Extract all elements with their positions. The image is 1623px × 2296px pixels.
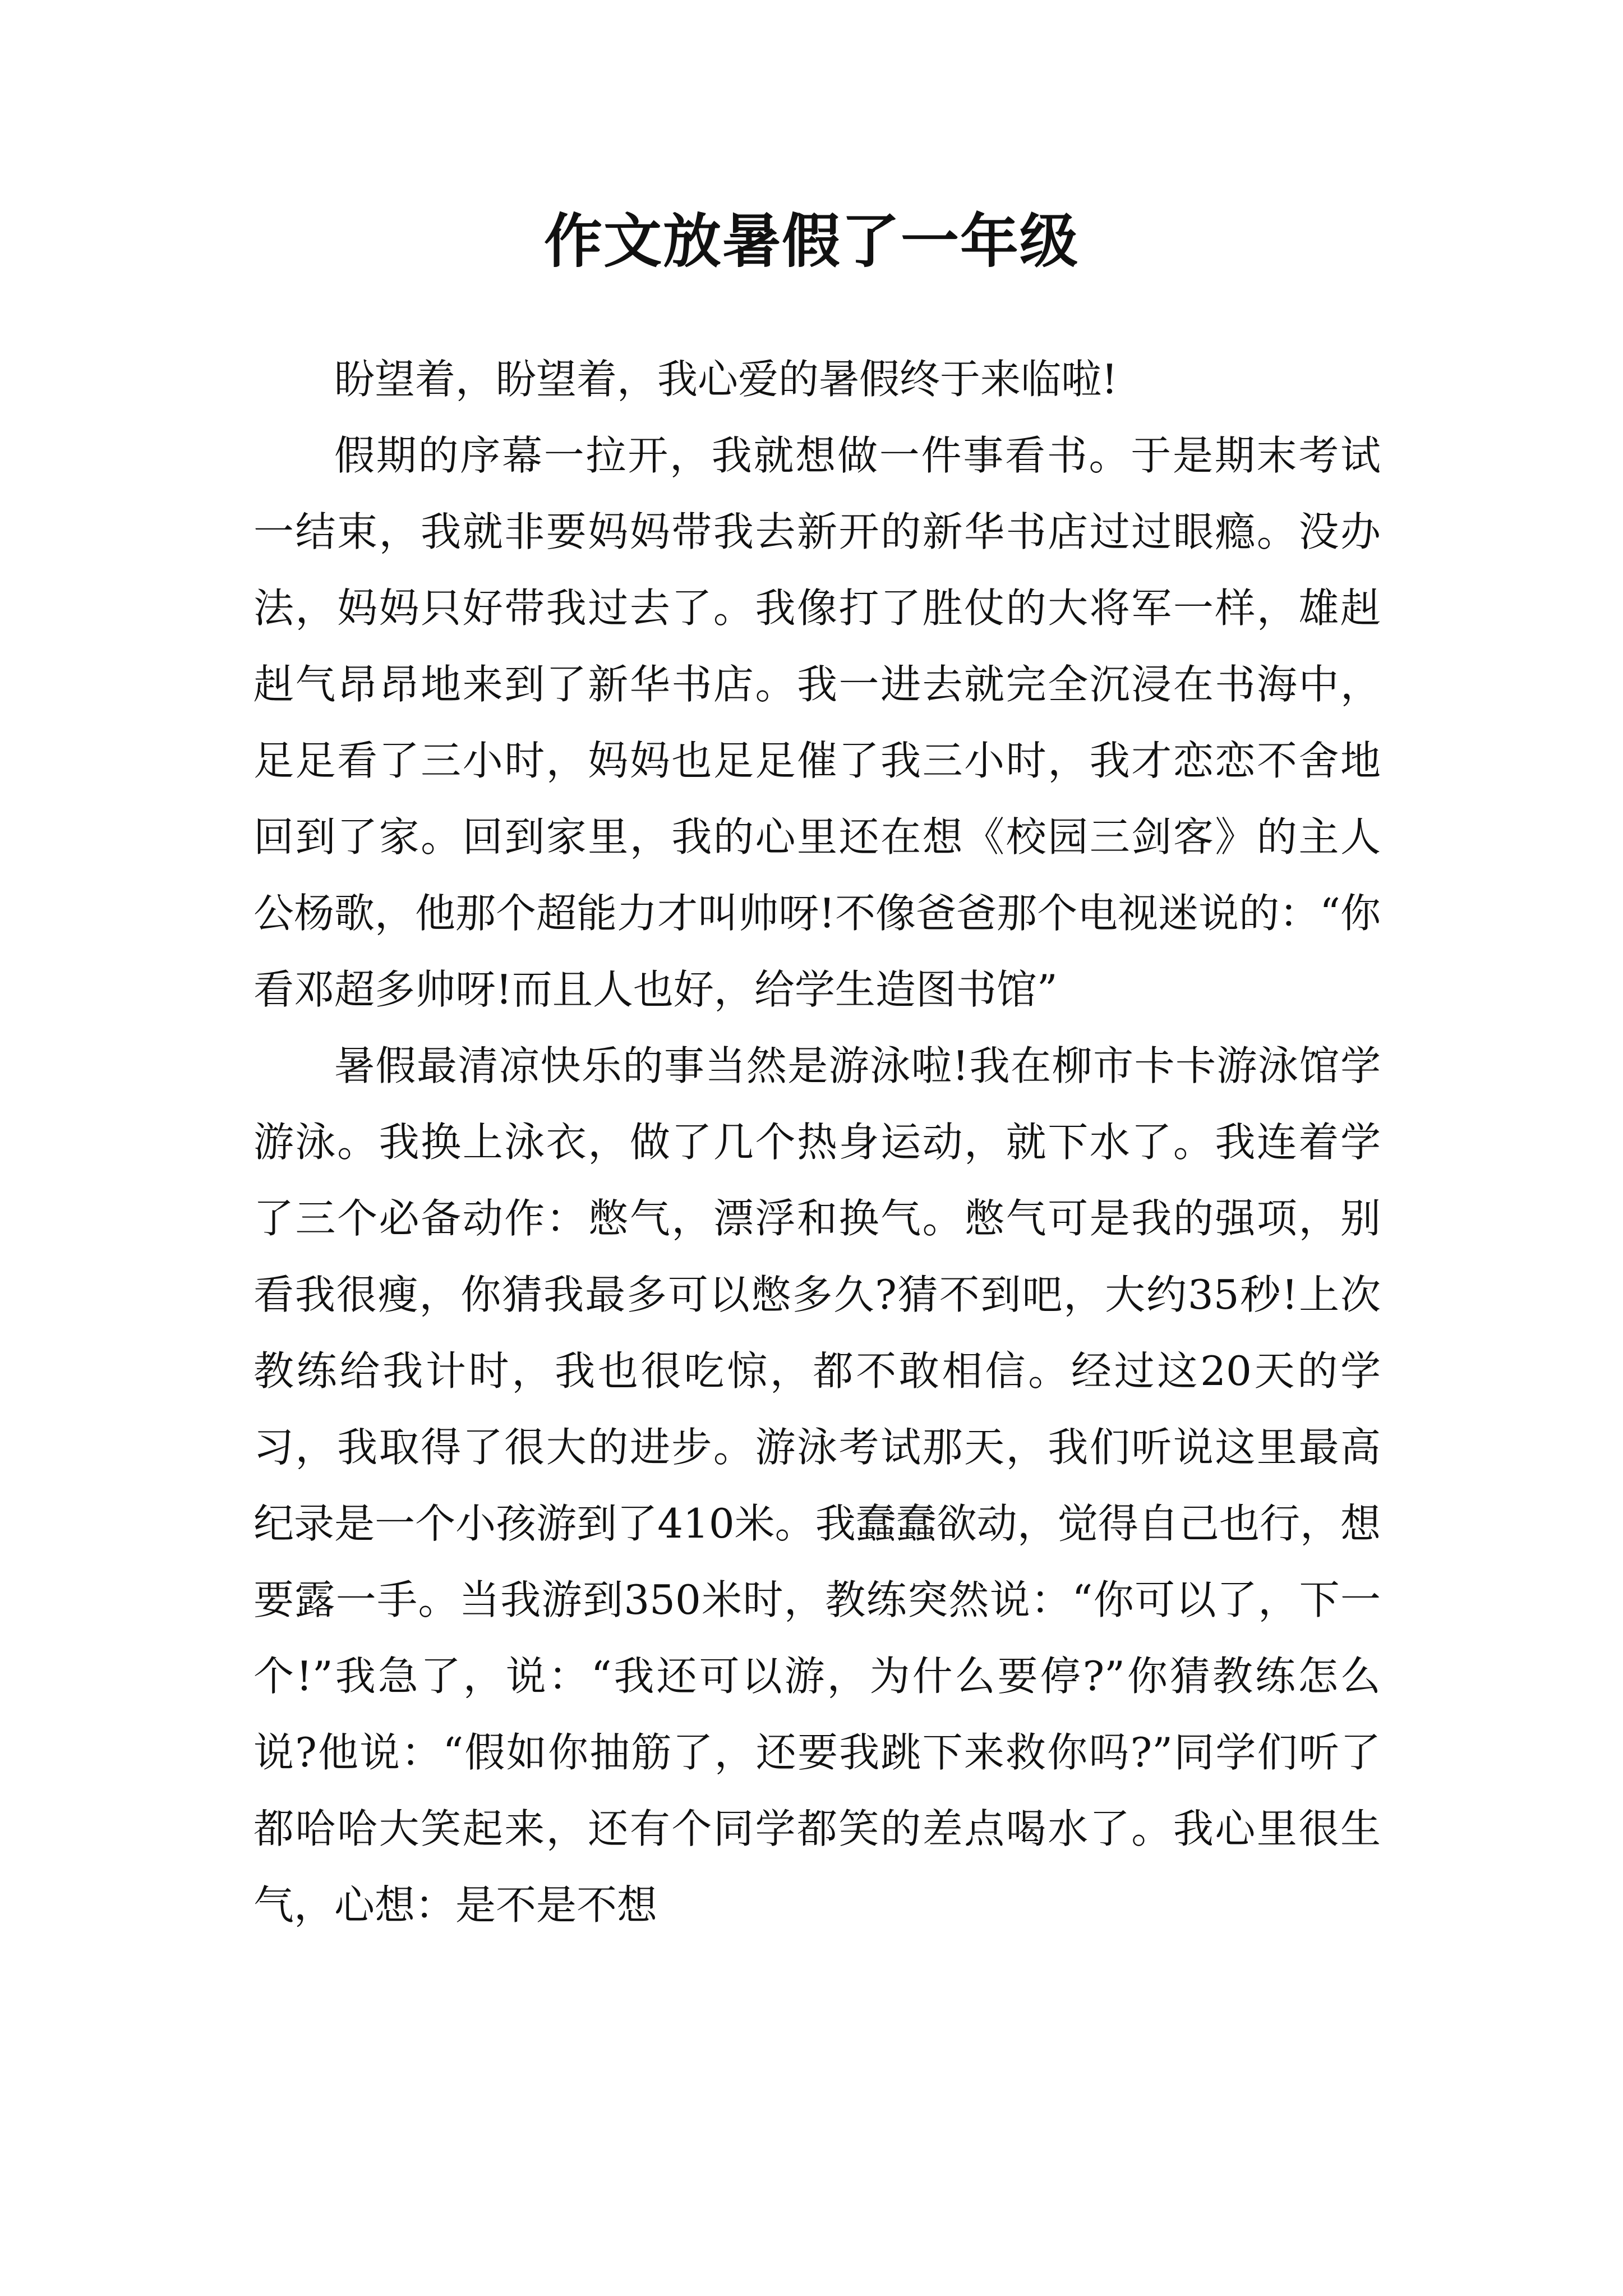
paragraph: 盼望着，盼望着，我心爱的暑假终于来临啦! [334,356,1118,403]
document-title: 作文放暑假了一年级 [543,206,1079,275]
paragraph: 暑假最清凉快乐的事当然是游泳啦!我在柳市卡卡游泳馆学游泳。我换上泳衣，做了几个热身运动，就下水了。我连着学了三个必备动作：憋气，漂浮和换气。憋气可是我的强项，别看我很瘦，你猜我最多可以憋多久?猜不到吧，大约35秒!上次教练给我计时，我也很吃惊，都不敢相信。经过这20天的学习，我取得了很大的进步。游泳考试那天，我们听说这里最高纪录是一个小孩游到了410米。我蠢蠢欲动，觉得自己也行，想要露一手。当我游到350米时，教练突然说：“你可以了，下一个!”我急了，说：“我还可以游，为什么要停?”你猜教练怎么说?他说：“假如你抽筋了，还要我跳下来救你吗?”同学们听了都哈哈大笑起来，还有个同学都笑的差点喝水了。我心里很生气，心想：是不是不想 [253,1042,1381,1929]
paragraph: 假期的序幕一拉开，我就想做一件事看书。于是期末考试一结束，我就非要妈妈带我去新开的新华书店过过眼瘾。没办法，妈妈只好带我过去了。我像打了胜仗的大将军一样，雄赳赳气昂昂地来到了新华书店。我一进去就完全沉浸在书海中，足足看了三小时，妈妈也足足催了我三小时，我才恋恋不舍地回到了家。回到家里，我的心里还在想《校园三剑客》的主人公杨歌，他那个超能力才叫帅呀!不像爸爸那个电视迷说的：“你看邓超多帅呀!而且人也好，给学生造图书馆” [253,432,1381,1013]
document-body [253,341,1381,1943]
